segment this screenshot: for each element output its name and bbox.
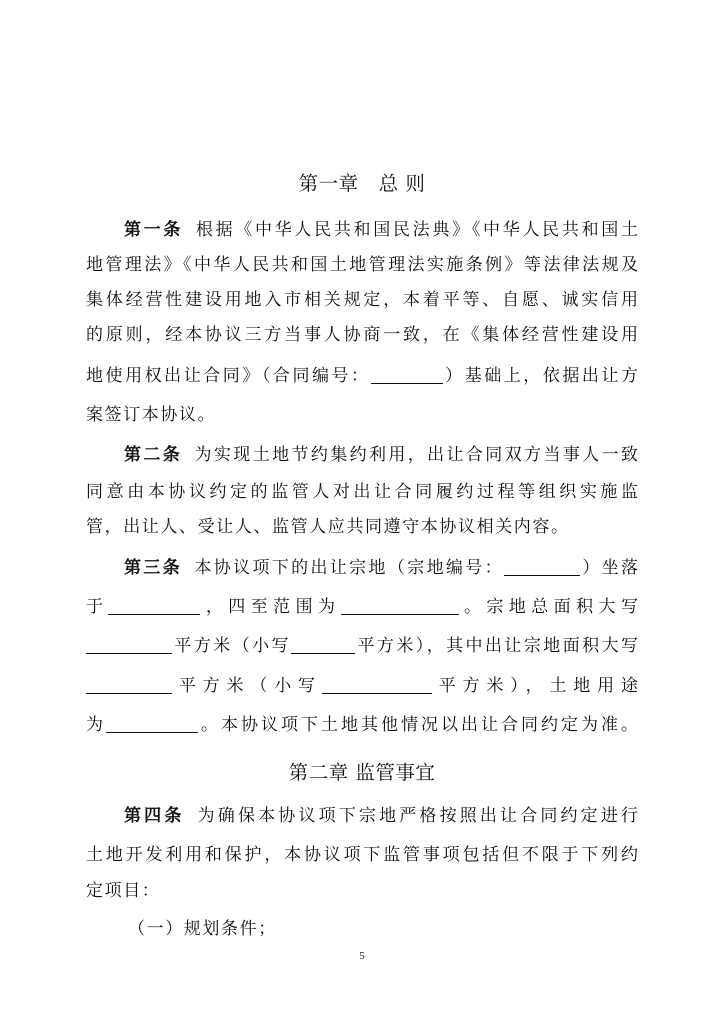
article-3-label: 第三条: [124, 558, 183, 578]
article-1-line-2: 地管理法》《中华人民共和国土地管理法实施条例》等法律法规及: [86, 255, 638, 275]
page-number: 5: [359, 950, 365, 962]
article-3-line-2: 于 ，四至范围为 。宗地总面积大写: [86, 597, 638, 617]
article-1-line-6: 案签订本协议。: [86, 405, 217, 425]
total-area-figures-blank[interactable]: [291, 635, 355, 654]
article-4-label: 第四条: [124, 806, 185, 826]
article-1-line-3: 集体经营性建设用地入市相关规定，本着平等、自愿、诚实信用: [86, 290, 638, 310]
chapter-1-heading: 第一章 总 则: [298, 172, 426, 195]
article-3-line-5: 为 。本协议项下土地其他情况以出让合同约定为准。: [86, 715, 638, 735]
article-3-line-3: 平方米（小写 平方米），其中出让宗地面积大写: [86, 631, 638, 661]
land-use-blank[interactable]: [106, 714, 198, 733]
article-1-line-4: 的原则，经本协议三方当事人协商一致，在《集体经营性建设用: [86, 325, 638, 345]
article-1-line-5: 地使用权出让合同》（合同编号： ）基础上，依据出让方: [86, 366, 639, 386]
article-3-line-4: 平方米（小写 平方米），土地用途: [86, 671, 638, 701]
article-2-line-2: 同意由本协议约定的监管人对出让合同履约过程等组织实施监: [86, 482, 638, 502]
boundary-blank[interactable]: [341, 596, 459, 615]
article-1-line-1: 第一条 根据《中华人民共和国民法典》《中华人民共和国土: [124, 220, 639, 240]
article-2-line-3: 管，出让人、受让人、监管人应共同遵守本协议相关内容。: [86, 517, 570, 537]
article-4-line-3: 定项目：: [86, 881, 161, 901]
article-2-line-1: 第二条 为实现土地节约集约利用，出让合同双方当事人一致: [124, 445, 639, 465]
location-blank[interactable]: [108, 596, 200, 615]
parcel-number-blank[interactable]: [504, 557, 580, 576]
article-4-item-1: （一）规划条件；: [128, 919, 277, 939]
article-4-line-1: 第四条 为确保本协议项下宗地严格按照出让合同约定进行: [124, 806, 639, 826]
transfer-area-words-blank[interactable]: [86, 675, 172, 694]
contract-number-blank[interactable]: [371, 365, 443, 384]
article-3-line-1: 第三条 本协议项下的出让宗地（宗地编号： ）坐落: [124, 558, 639, 578]
article-2-label: 第二条: [124, 445, 183, 465]
transfer-area-figures-blank[interactable]: [322, 675, 432, 694]
total-area-words-blank[interactable]: [86, 635, 172, 654]
article-1-label: 第一条: [124, 220, 184, 240]
chapter-2-heading: 第二章 监管事宜: [288, 761, 436, 784]
article-4-line-2: 土地开发利用和保护，本协议项下监管事项包括但不限于下列约: [86, 845, 638, 865]
